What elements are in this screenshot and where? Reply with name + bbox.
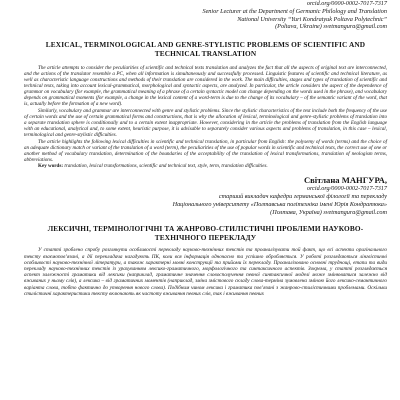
position-en: Senior Lecturer at the Department of Germanic Philology and Translation bbox=[202, 7, 387, 15]
abstract-paragraph: The article highlights the following lexical difficulties in scientific and technical translation, in particular from English: the polysemy of words (terms) and the choice of an adequate dictionary match or variant of the translation of a word (term), the peculiarities of the use of popular words in scientific and technical texts, the correct use of one or another method of vocabulary translation, determination of the boundaries of the acceptability of the translation of lexical transformations, translation of neologism terms, abbreviations. bbox=[24, 138, 387, 163]
abstract-en bbox=[24, 65, 387, 169]
abstract-ua bbox=[24, 247, 387, 297]
abstract-paragraph-ua: У статті зроблено спробу розглянути особливості перекладу науково-технічних текстів та проаналізувати той факт, що всі аспекти оригінального тексту взаємопов’язані, а дії перекладача нагадують ПК, коли вся інформація одночасно та успішно обробляється. У роботі розглядаються лінгвістичні особливості науково-технічної літератури, а також характерні мовні конструкції та прийоми їх перекладу. Проаналізовано основні труднощі, етапи та види перекладу науково-технічних текстів із урахуванням лексико-граматичного, морфологічного та синтаксичного аспектів. Зокрема, у статті розглядається аспект залежності граматики від лексики (наприклад, граматичне значення словосполучення певної синтаксичної моделі може змінюватися залежно від вживаних у ньому слів), а лексика – від граматичних моментів (наприклад, зміна змістового складу слова-терміна зумовлена зміною його лексико-семантичного варіанта слова, тобто фактично до утворення нового слова). Подібним чином лексика і граматика пов’язані з жанрово-стилістичними проблемами. Оскільки стилістичні характеристики тексту включають як частоту вживання певних слів, так і вживання певних bbox=[24, 247, 387, 297]
city-email-ua: (Полтава, Україна) svetmangura@gmail.com bbox=[270, 208, 387, 216]
university-en: National University “Yuri Kondratyuk Poltava Polytechnic” bbox=[237, 15, 387, 23]
orcid-ua: orcid.org/0000-0002-7017-7317 bbox=[306, 185, 387, 193]
position-ua: старший викладач кафедри германської філології та перекладу bbox=[218, 192, 387, 200]
abstract-paragraph: The article attempts to consider the peculiarities of scientific and technical texts translation and analyzes the fact that all the aspects of original text are interconnected, and the actions of the translator resemble a PC, when all information is simultaneously and successfully processed. Linguistic features of scientific and technical literature, as well as characteristic language constructions and methods of their translation are considered in the work. The main difficulties, stages and types of translation of scientific and technical texts, taking into account lexical-grammatical, morphological and syntactic aspects, are analyzed. In particular, the article considers the aspect of the dependence of grammar on vocabulary (for example, the grammatical meaning of a phrase of a certain syntactic model can change depending on the words used in the phrase), and vocabulary depends on grammatical moments (for example, a change in the lexical content of a word-term is due to the change of its vocabulary – of the semantic variant of the word, that is, actually before the formation of a new word). bbox=[24, 65, 387, 108]
orcid-en: orcid.org/0000-0002-7017-7317 bbox=[306, 0, 387, 7]
university-ua: Національного університету «Полтавська політехніка імені Юрія Кондратюка» bbox=[172, 200, 387, 208]
city-email-en: (Poltava, Ukraine) svetmangura@gmail.com bbox=[275, 23, 387, 31]
author-block-ua bbox=[24, 175, 387, 216]
article-title-ua: ЛЕКСИЧНІ, ТЕРМІНОЛОГІЧНІ ТА ЖАНРОВО-СТИЛІСТИЧНІ ПРОБЛЕМИ НАУКОВО-ТЕХНІЧНОГО ПЕРЕКЛАДУ bbox=[47, 224, 364, 243]
article-title-en: LEXICAL, TERMINOLOGICAL AND GENRE-STYLISTIC PROBLEMS OF SCIENTIFIC AND TECHNICAL TRANSLATION bbox=[45, 40, 366, 59]
author-block-en bbox=[24, 0, 387, 31]
keywords-text: translation, lexical transformations, scientific and technical text, style, term, translation difficulties. bbox=[64, 163, 268, 170]
abstract-paragraph: Similarly, vocabulary and grammar are interconnected with genre and stylistic problems. Since the stylistic characteristics of the text include both the frequency of the use of certain words and the use of certain grammatical forms and constructions, that is why the allocation of lexical, terminological and genre-stylistic problems of translation into a separate translation sphere is conditionally and to a certain extent inappropriate. However, considering in the article the problems of translation from the English language with an educational, analytical and, to some extent, heuristic purpose, it is advisable to separately consider various aspects and problems of translation, in this case – lexical, terminological and genre-stylistic difficulties. bbox=[24, 107, 387, 139]
keywords-en bbox=[24, 163, 387, 169]
author-name-ua: Світлана МАНГУРА, bbox=[303, 175, 387, 186]
keywords-label: Key words: bbox=[38, 163, 64, 170]
